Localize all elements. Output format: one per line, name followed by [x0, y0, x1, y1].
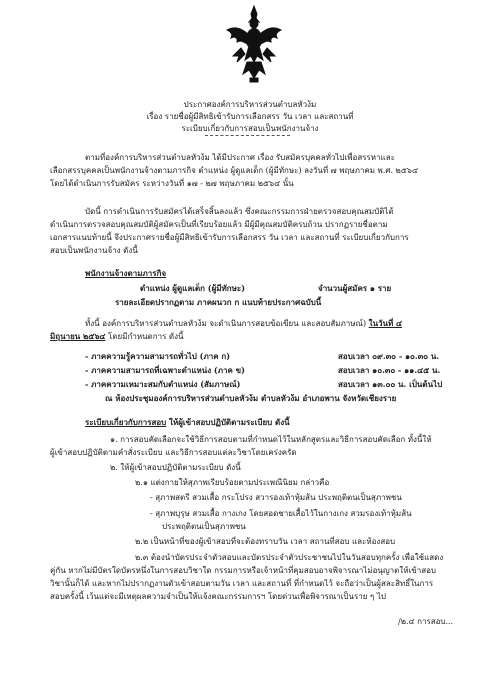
para3-line1-text: ทั้งนี้ องค์การบริหารส่วนตำบลหัวง้ม จะดำเนินการสอบข้อเขียน และสอบสัมภาษณ์): [85, 319, 369, 328]
position-heading: พนักงานจ้างตามภารกิจ: [85, 268, 167, 278]
exam-date-part2: มิถุนายน ๒๕๖๔: [50, 331, 106, 341]
rule-2-3-line1: ๒.๓ ต้องนำบัตรประจำตัวสอบและบัตรประจำตัวประชาชนไปในวันสอบทุกครั้ง เพื่อใช้แสดง: [135, 553, 444, 562]
para2-line1: บัดนี้ การดำเนินการรับสมัครได้เสร็จสิ้นลงแล้ว ซึ่งคณะกรรมการฝ่ายตรวจสอบคุณสมบัติได้: [85, 207, 394, 216]
para3-line2: [50, 331, 184, 342]
rule-1-line1: ๑. การสอบคัดเลือกจะใช้วิธีการสอบตามที่กำหนดไว้ในหลักสูตรและวิธีการสอบคัดเลือก ทั้งนี้ให้: [110, 435, 432, 444]
exam-venue: ณ ห้องประชุมองค์การบริหารส่วนตำบลหัวง้ม ตำบลหัวง้ม อำเภอพาน จังหวัดเชียงราย: [105, 393, 397, 403]
rules-heading-rest: ให้ผู้เข้าสอบปฏิบัติตามระเบียบ ดังนี้: [166, 417, 290, 427]
rule-2: ๒. ให้ผู้เข้าสอบปฏิบัติตามระเบียบ ดังนี้: [110, 463, 241, 472]
doc-subject-cont: ระเบียบเกี่ยวกับการสอบเป็นพนักงานจ้าง: [181, 124, 319, 133]
position-detail: รายละเอียดปรากฏตาม ภาคผนวก ก แนบท้ายประกาศฉบับนี้: [115, 297, 322, 307]
schedule-item-time: สอบเวลา ๐๙.๓๐ - ๑๐.๓๐ น.: [338, 351, 440, 361]
para2-line2: ดำเนินการตรวจสอบคุณสมบัติผู้สมัครเป็นที่เรียบร้อยแล้ว มีผู้มีคุณสมบัติครบถ้วน ปรากฏรายชื่อตาม: [50, 220, 388, 229]
exam-date-part1: ในวันที่ ๔: [368, 318, 403, 328]
rule-2-1-women: - สุภาพสตรี สวมเสื้อ กระโปรง สวารองเท้าหุ้มส้น ประพฤติตนเป็นสุภาพชน: [150, 493, 402, 502]
para3-line1: [85, 318, 402, 329]
position-name: ตำแหน่ง ผู้ดูแลเด็ก (ผู้มีทักษะ): [140, 283, 245, 293]
schedule-item-time: สอบเวลา ๑๐.๓๐ - ๑๑.๔๕ น.: [338, 365, 441, 375]
rule-2-2: ๒.๒ เป็นหน้าที่ของผู้เข้าสอบที่จะต้องทราบวัน เวลา สถานที่สอบ และห้องสอบ: [135, 537, 396, 546]
header-divider: [205, 135, 290, 136]
rules-heading-title: ระเบียบเกี่ยวกับการสอบ: [85, 417, 167, 427]
doc-org-title: ประกาศองค์การบริหารส่วนตำบลหัวง้ม: [183, 100, 317, 109]
rules-heading: [85, 417, 290, 428]
schedule-item-time: สอบเวลา ๑๓.๐๐ น. เป็นต้นไป: [338, 379, 443, 389]
para3-line2-text: โดยมีกำหนดการ ดังนี้: [105, 332, 184, 341]
continue-marker: /๒.๔ การสอบ...: [398, 617, 454, 626]
para2-line3: เอกสารแนบท้ายนี้ จึงประกาศรายชื่อผู้มีสิทธิเข้ารับการเลือกสรร วัน เวลา และสถานที่ ระเบียบเกี่ยวกับการ: [50, 233, 409, 242]
para1-line2: เลือกสรรบุคคลเป็นพนักงานจ้างตามภารกิจ ตำแหน่ง ผู้ดูแลเด็ก (ผู้มีทักษะ) ลงวันที่ ๗ พฤษภาคม พ.ศ. ๒๕๖๔: [50, 166, 418, 175]
rule-2-1: ๒.๑ แต่งกายให้สุภาพเรียบร้อยตามประเพณีนิยม กล่าวคือ: [135, 478, 330, 487]
rule-2-3-line3: วิชานั้นก็ได้ และหากไม่ปรากฏงานตัวเข้าสอบตามวัน เวลา และสถานที่ ที่กำหนดไว้ จะถือว่าเป็นผู้สละสิทธิ์ในการ: [50, 579, 434, 588]
para1-line3: โดยได้ดำเนินการรับสมัคร ระหว่างวันที่ ๑๗ - ๒๗ พฤษภาคม ๒๕๖๔ นั้น: [50, 179, 294, 188]
applicant-count: จำนวนผู้สมัคร ๑ ราย: [318, 283, 392, 293]
schedule-item-label: - ภาคความสามารถที่เฉพาะตำแหน่ง (ภาค ข): [85, 365, 245, 375]
rule-2-3-line2: คู่กัน หากไม่มีบัตรใดบัตรหนึ่งในการสอบวิชาใด กรรมการหรือเจ้าหน้าที่คุมสอบอาจพิจารณาไม่อนุญาตให้เข้าสอบ: [50, 566, 437, 575]
para2-line4: สอบเป็นพนักงานจ้าง ดังนี้: [50, 246, 138, 255]
rule-2-1-men: - สุภาพบุรุษ สวมเสื้อ กางเกง โดยสอดชายเสื้อไว้ในกางเกง สวมรองเท้าหุ้มส้น: [150, 509, 412, 518]
garuda-emblem: [223, 4, 285, 84]
rule-2-3-line4: สอบครั้งนี้ เว้นแต่จะมีเหตุผลความจำเป็นให้แจ้งคณะกรรมการฯ โดยด่วนเพื่อพิจารณาเป็นราย ๆ ไป: [50, 592, 386, 601]
schedule-item-label: - ภาคความเหมาะสมกับตำแหน่ง (สัมภาษณ์): [85, 379, 241, 389]
rule-2-1-men-cont: ประพฤติตนเป็นสุภาพชน: [162, 522, 246, 531]
schedule-item-label: - ภาคความรู้ความสามารถทั่วไป (ภาค ก): [85, 351, 230, 361]
doc-subject: เรื่อง รายชื่อผู้มีสิทธิเข้ารับการเลือกสรร วัน เวลา และสถานที่: [146, 112, 354, 121]
rule-1-line2: ผู้เข้าสอบปฏิบัติตามคำสั่งระเบียบ และวิธีการสอบแต่ละวิชาโดยเคร่งครัด: [50, 448, 297, 457]
para1-line1: ตามที่องค์การบริหารส่วนตำบลหัวง้ม ได้มีประกาศ เรื่อง รับสมัครบุคคลทั่วไปเพื่อสรรหาและ: [85, 153, 395, 162]
